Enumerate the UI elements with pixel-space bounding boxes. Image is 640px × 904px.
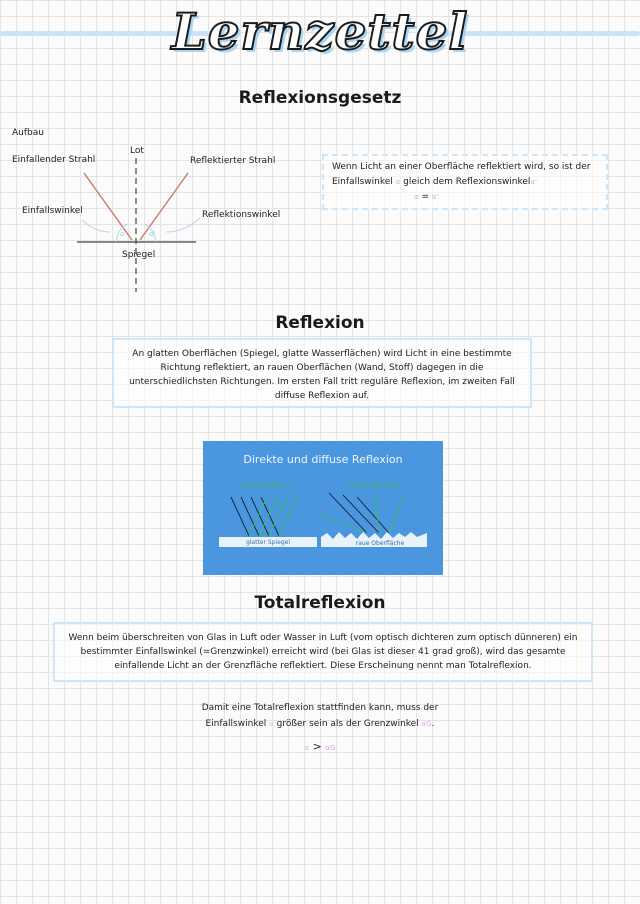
reflexion-line-2: Richtung reflektiert, an rauen Oberflächen (Wand, Stoff) dagegen in die — [160, 363, 484, 373]
law-line-2b: gleich dem Reflexionswinkel — [403, 177, 531, 187]
law-line-1: Wenn Licht an einer Oberfläche reflektiert wird, so ist der — [332, 162, 591, 172]
note-sym-alpha: α — [269, 720, 274, 728]
label-einfallender-strahl: Einfallender Strahl — [12, 155, 96, 165]
reflection-diagram — [0, 140, 300, 300]
image-drawing — [203, 441, 443, 575]
total-line-1: Wenn beim überschreiten von Glas in Luft oder Wasser in Luft (vom optisch dichteren zum optisch dünneren) ein — [68, 633, 578, 643]
label-reflektierter-strahl: Reflektierter Strahl — [190, 156, 276, 166]
law-line-2 — [332, 175, 606, 190]
law-sym-alpha-prime: α' — [530, 178, 537, 186]
totalreflexion-text-box — [53, 622, 593, 682]
total-formula-gt: > — [312, 740, 322, 753]
image-surface-rau: raue Oberfläche — [355, 540, 405, 547]
image-label-direkt: direkte Reflexion — [241, 482, 292, 489]
heading-reflexionsgesetz: Reflexionsgesetz — [238, 88, 402, 108]
heading-reflexion: Reflexion — [275, 313, 365, 333]
arrow-reflektionswinkel — [166, 218, 200, 232]
formula-alpha: α — [414, 193, 419, 201]
heading-totalreflexion: Totalreflexion — [254, 593, 386, 613]
note-line-2 — [0, 716, 640, 732]
reflection-image — [203, 441, 443, 575]
law-sym-alpha: α — [395, 178, 401, 186]
label-einfallswinkel: Einfallswinkel — [22, 206, 83, 216]
page-title: Lernzettel — [171, 2, 469, 61]
total-line-3: einfallende Licht an der Grenzfläche reflektiert. Diese Erscheinung nennt man Totalreflexion. — [114, 661, 532, 671]
note-end: . — [431, 719, 435, 729]
law-formula — [332, 190, 606, 205]
reflexion-line-3: unterschiedlichsten Richtungen. Im ersten Fall tritt reguläre Reflexion, im zweiten Fall — [129, 377, 515, 387]
law-line-2a: Einfallswinkel — [332, 177, 393, 187]
label-spiegel: Spiegel — [122, 250, 156, 260]
reflexion-line-1: An glatten Oberflächen (Spiegel, glatte Wasserflächen) wird Licht in eine bestimmte — [132, 349, 512, 359]
image-label-diffus: diffuse Reflexion — [349, 482, 399, 489]
note-sym-alpha-g: αG — [421, 720, 432, 728]
totalreflexion-note — [0, 700, 640, 732]
note-line-2b: größer sein als der Grenzwinkel — [276, 719, 419, 729]
totalreflexion-formula — [0, 740, 640, 753]
total-formula-alpha-g: αG — [325, 744, 336, 752]
total-line-2: bestimmter Einfallswinkel (=Grenzwinkel) erreicht wird (bei Glas ist dieser 41 grad groß), wird das gesamte — [80, 647, 566, 657]
reflexion-line-4: diffuse Reflexion auf. — [274, 391, 370, 401]
image-title: Direkte und diffuse Reflexion — [243, 453, 403, 466]
diagram-alpha: α — [120, 230, 125, 238]
formula-eq: = — [421, 192, 430, 202]
aufbau-label: Aufbau — [12, 128, 44, 138]
note-line-1: Damit eine Totalreflexion stattfinden kann, muss der — [201, 703, 439, 713]
diagram-alpha-prime: α' — [149, 230, 156, 238]
law-box — [322, 154, 608, 210]
reflexion-text-box — [112, 338, 532, 408]
image-surface-glatt: glatter Spiegel — [245, 539, 291, 546]
label-reflektionswinkel: Reflektionswinkel — [202, 210, 281, 220]
formula-alpha-prime: α' — [431, 193, 439, 201]
note-line-2a: Einfallswinkel — [205, 719, 267, 729]
total-formula-alpha: α — [304, 744, 310, 752]
arrow-einfallswinkel — [82, 220, 110, 232]
label-lot: Lot — [130, 146, 144, 156]
